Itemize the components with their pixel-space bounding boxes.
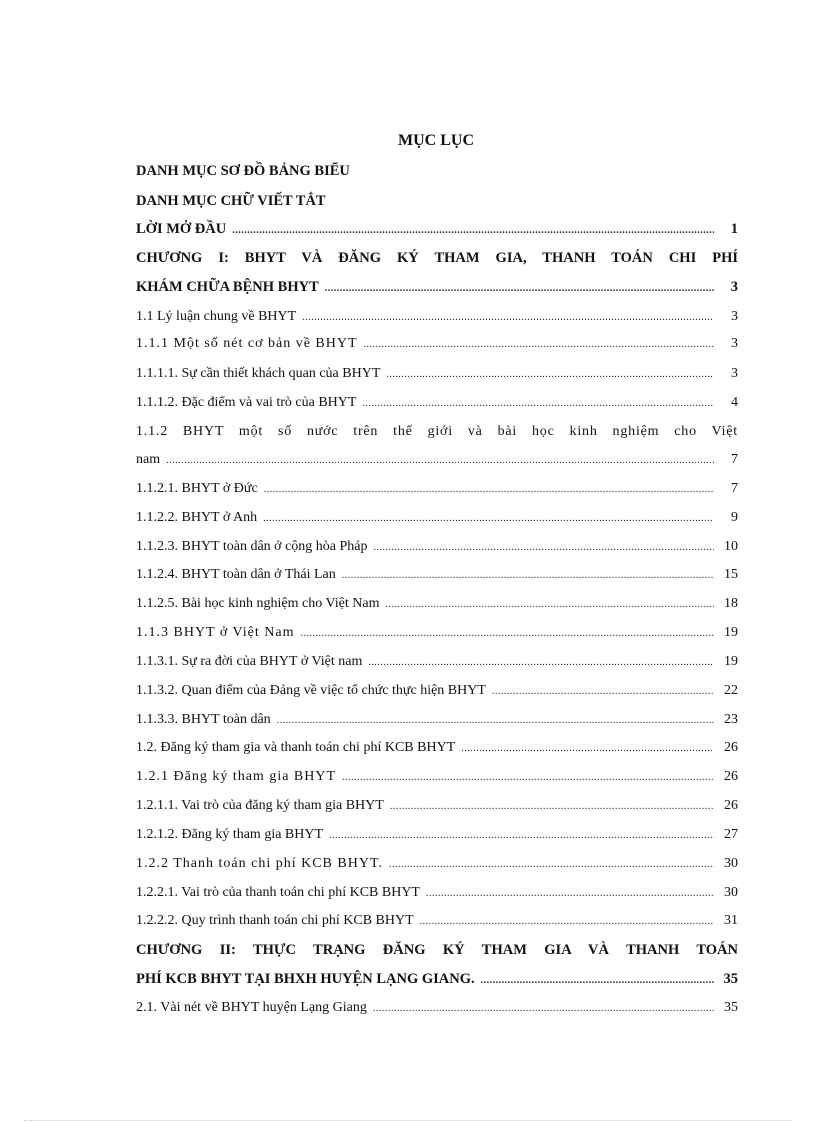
leader-dots [277,715,714,726]
leader-dots [362,398,714,409]
toc-entry-page: 1 [730,221,738,237]
toc-entry-text: 2.1. Vài nét về BHYT huyện Lạng Giang [136,1000,367,1015]
toc-entry-page: 23 [724,712,738,727]
leader-dots [302,312,714,323]
toc-entry[interactable] [136,395,738,417]
leader-dots [263,513,714,524]
toc-entry[interactable] [136,913,738,935]
toc-entry-1-1-2-line-1[interactable]: 1.1.2 BHYT một số nước trên thế giới và bài học kinh nghiệm cho Việt [136,424,738,439]
leader-dots [481,975,714,986]
toc-entry-text: 1.1.2.3. BHYT toàn dân ở cộng hòa Pháp [136,539,368,554]
toc-entry-page: 7 [731,481,738,496]
toc-entry[interactable] [136,827,738,849]
toc-entry[interactable] [136,683,738,705]
toc-entry-page: 26 [724,798,738,813]
leader-dots [166,455,714,466]
leader-dots [385,599,714,610]
leader-dots [300,628,714,639]
leader-dots [329,830,714,841]
toc-entry-text: nam [136,452,161,467]
toc-entry-text: 1.1.2.4. BHYT toàn dân ở Thái Lan [136,567,336,582]
toc-entry-text: 1.1.2.1. BHYT ở Đức [136,481,258,496]
toc-entry-text: 1.2.1.1. Vai trò của đăng ký tham gia BHYT [136,798,384,813]
leader-dots [232,225,714,236]
toc-entry[interactable] [136,567,738,589]
toc-entry-chapter-2-line-1[interactable]: CHƯƠNG II: THỰC TRẠNG ĐĂNG KÝ THAM GIA VÀ THANH TOÁN [136,942,738,958]
toc-entry-text: KHÁM CHỮA BỆNH BHYT [136,279,319,295]
toc-entry-page: 3 [731,336,738,351]
toc-entry[interactable] [136,798,738,820]
leader-dots [364,339,714,350]
toc-entry[interactable] [136,279,738,301]
toc-entry[interactable] [136,481,738,503]
leader-dots [420,916,714,927]
toc-entry[interactable] [136,366,738,388]
toc-entry[interactable] [136,452,738,474]
toc-entry-page: 31 [724,913,738,928]
toc-entry-page: 19 [724,625,738,640]
toc-entry-page: 15 [724,567,738,582]
toc-entry-page: 3 [731,309,738,324]
toc-entry-page: 3 [731,366,738,381]
toc-entry-text: 1.1.2.2. BHYT ở Anh [136,510,258,525]
toc-entry-text: 1.2.1.2. Đăng ký tham gia BHYT [136,827,324,842]
toc-entry[interactable] [136,539,738,561]
toc-entry-text: PHÍ KCB BHYT TẠI BHXH HUYỆN LẠNG GIANG. [136,971,475,987]
toc-entry-text: 1.1.1.2. Đặc điểm và vai trò của BHYT [136,395,357,410]
toc-entry-page: 10 [724,539,738,554]
toc-entry-page: 9 [731,510,738,525]
leader-dots [374,542,714,553]
toc-entry-page: 19 [724,654,738,669]
leader-dots [342,570,714,581]
toc-entry-text: 1.1.3.3. BHYT toàn dân [136,712,271,727]
toc-entry-page: 4 [731,395,738,410]
toc-entry-page: 35 [724,1000,738,1015]
leader-dots [461,743,714,754]
leader-dots [390,801,714,812]
leader-dots [325,283,714,294]
toc-entry-text: 1.2.2 Thanh toán chi phí KCB BHYT. [136,856,383,871]
toc-entry-page: 22 [724,683,738,698]
toc-entry-chapter-1-line-1[interactable]: CHƯƠNG I: BHYT VÀ ĐĂNG KÝ THAM GIA, THANH TOÁN CHI PHÍ [136,250,738,266]
toc-entry[interactable] [136,769,738,791]
toc-entry[interactable] [136,712,738,734]
toc-entry[interactable] [136,596,738,618]
toc-entry-text: 1.1.1 Một số nét cơ bản về BHYT [136,336,358,351]
toc-entry-page: 26 [724,740,738,755]
toc-entry-text: 1.2.2.1. Vai trò của thanh toán chi phí KCB BHYT [136,885,420,900]
toc-entry-page: 35 [723,971,738,987]
heading-list-of-diagrams: DANH MỤC SƠ ĐỒ BẢNG BIỂU [136,163,350,179]
toc-entry-text: 1.1.3 BHYT ở Việt Nam [136,625,295,640]
toc-entry[interactable] [136,856,738,878]
toc-entry[interactable] [136,971,738,993]
toc-entry-text: 1.1.1.1. Sự cần thiết khách quan của BHYT [136,366,381,381]
toc-entry-page: 26 [724,769,738,784]
toc-entry-page: 30 [724,885,738,900]
toc-entry-text: 1.1 Lý luận chung về BHYT [136,309,297,324]
page-title: MỤC LỤC [398,132,474,149]
toc-entry[interactable] [136,221,738,243]
toc-entry-text: LỜI MỞ ĐẦU [136,221,227,237]
leader-dots [492,686,714,697]
toc-entry[interactable] [136,336,738,358]
toc-entry-text: 1.2.2.2. Quy trình thanh toán chi phí KCB BHYT [136,913,414,928]
toc-entry-page: 30 [724,856,738,871]
leader-dots [426,888,714,899]
toc-entry[interactable] [136,510,738,532]
toc-entry-page: 7 [731,452,738,467]
toc-entry-text: 1.2.1 Đăng ký tham gia BHYT [136,769,337,784]
leader-dots [368,657,714,668]
toc-entry-text: 1.2. Đăng ký tham gia và thanh toán chi phí KCB BHYT [136,740,456,755]
toc-entry-page: 3 [730,279,738,295]
toc-entry-page: 18 [724,596,738,611]
toc-entry-text: 1.1.3.2. Quan điểm của Đảng về việc tổ chức thực hiện BHYT [136,683,486,698]
toc-entry-page: 27 [724,827,738,842]
toc-entry[interactable] [136,885,738,907]
leader-dots [373,1003,714,1014]
toc-entry[interactable] [136,309,738,331]
toc-entry[interactable] [136,740,738,762]
toc-entry-text: 1.1.3.1. Sự ra đời của BHYT ở Việt nam [136,654,363,669]
heading-list-of-abbreviations: DANH MỤC CHỮ VIẾT TẮT [136,193,326,209]
leader-dots [386,369,714,380]
toc-entry[interactable] [136,625,738,647]
leader-dots [342,772,714,783]
page-bottom-divider [24,1120,792,1121]
leader-dots [264,484,714,495]
toc-entry[interactable] [136,1000,738,1022]
leader-dots [389,859,714,870]
toc-entry-text: 1.1.2.5. Bài học kinh nghiệm cho Việt Nam [136,596,380,611]
toc-entry[interactable] [136,654,738,676]
